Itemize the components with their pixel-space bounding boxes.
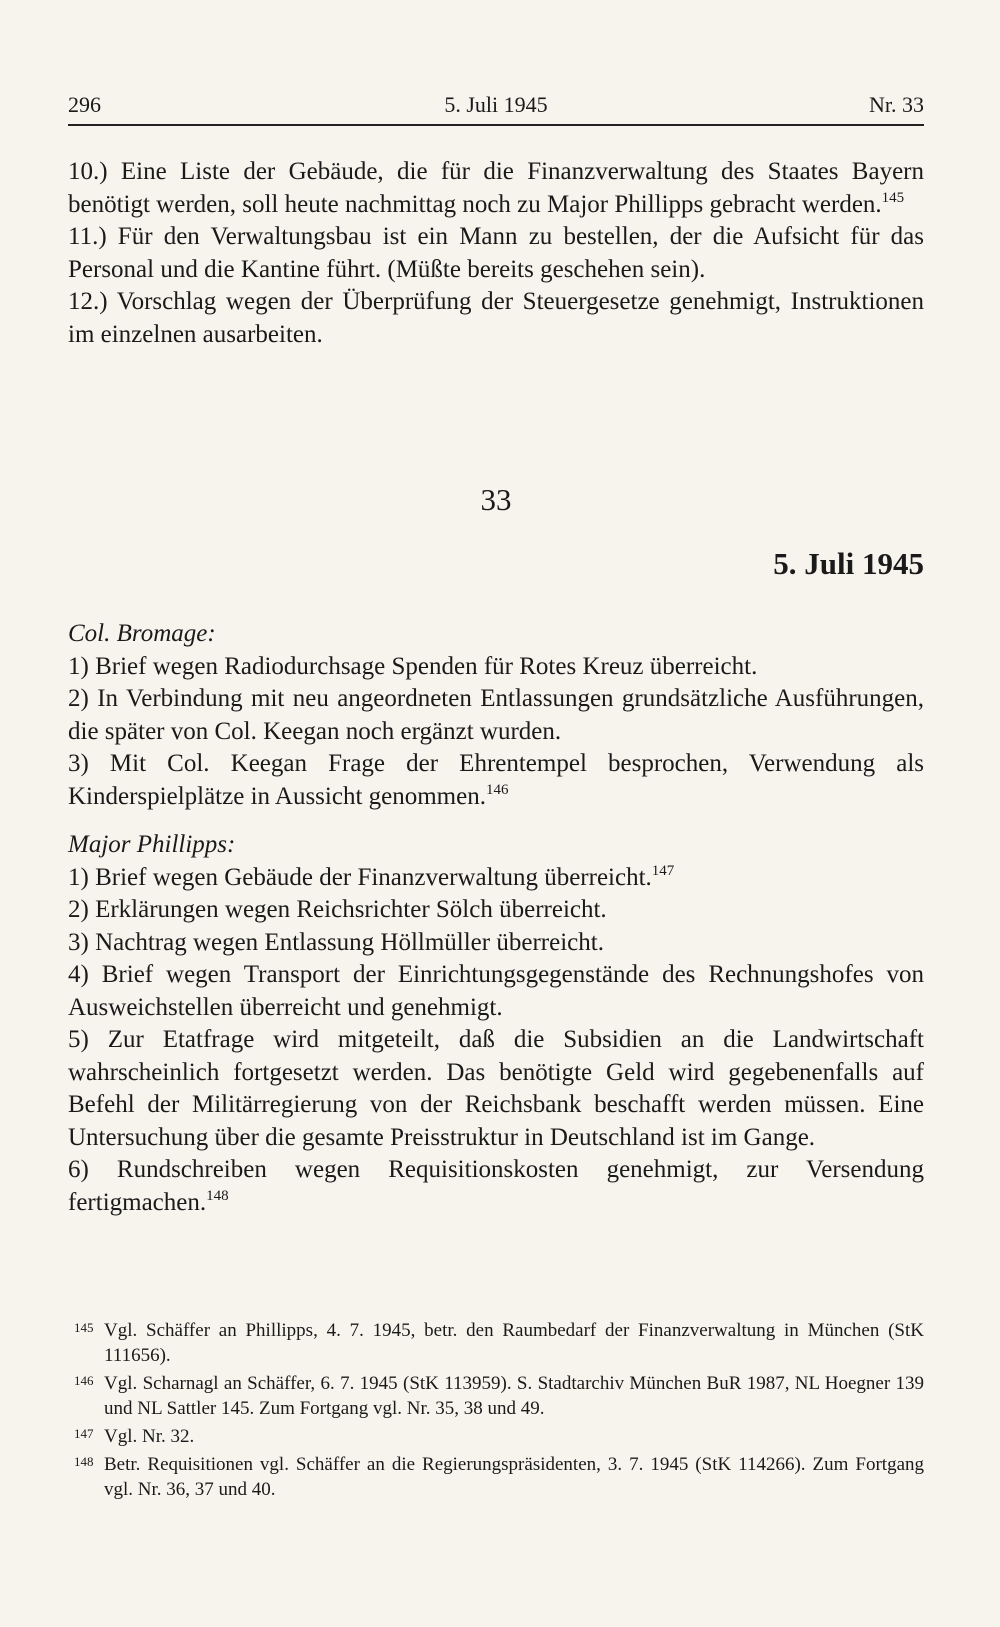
document-page	[68, 0, 924, 1627]
footnote-text: Vgl. Scharnagl an Schäffer, 6. 7. 1945 (StK 113959). S. Stadtarchiv München BuR 1987, NL Hoegner 139 und NL Sattler 145. Zum Fortgang vgl. Nr. 35, 38 und 49.	[104, 1373, 924, 1419]
footnote-ref-145: 145	[881, 189, 905, 206]
header-date: 5. Juli 1945	[444, 92, 548, 117]
item-11: 11.) Für den Verwaltungsbau ist ein Mann zu bestellen, der die Aufsicht für das Personal und die Kantine führt. (Müßte bereits geschehen sein).	[68, 223, 924, 283]
footnote-text: Betr. Requisitionen vgl. Schäffer an die Regierungspräsidenten, 3. 7. 1945 (StK 114266). Zum Fortgang vgl. Nr. 36, 37 und 40.	[104, 1454, 924, 1500]
footnote-146	[68, 1371, 924, 1421]
bromage-item-3	[68, 748, 924, 813]
bromage-item-1: 1) Brief wegen Radiodurchsage Spenden für Rotes Kreuz überreicht.	[68, 652, 758, 680]
continued-items	[68, 156, 924, 351]
footnote-ref-147: 147	[651, 862, 675, 879]
phillipps-item-6-text: 6) Rundschreiben wegen Requisitionskosten genehmigt, zur Versendung fertigmachen.	[68, 1156, 924, 1216]
footnote-text: Vgl. Nr. 32.	[104, 1426, 195, 1447]
phillipps-item-1	[68, 862, 924, 895]
bromage-item-2: 2) In Verbindung mit neu angeordneten Entlassungen grundsätzliche Ausführungen, die später von Col. Keegan noch ergänzt wurden.	[68, 685, 924, 745]
running-header	[68, 88, 924, 126]
phillipps-item-3: 3) Nachtrag wegen Entlassung Höllmüller überreicht.	[68, 928, 604, 956]
page-number: 296	[68, 92, 101, 117]
item-10-text: 10.) Eine Liste der Gebäude, die für die Finanzverwaltung des Staates Bayern benötigt werden, soll heute nachmittag noch zu Major Phillipps gebracht werden.	[68, 158, 924, 218]
speaker-bromage: Col. Bromage:	[68, 620, 216, 647]
footnote-number: 145	[74, 1320, 94, 1335]
footnote-147	[68, 1424, 924, 1449]
item-10	[68, 156, 924, 221]
footnote-number: 148	[74, 1454, 94, 1469]
footnote-number: 146	[74, 1373, 94, 1388]
phillipps-section	[68, 829, 924, 1219]
speaker-phillipps: Major Phillipps:	[68, 831, 236, 858]
phillipps-item-5: 5) Zur Etatfrage wird mitgeteilt, daß die Subsidien an die Landwirtschaft wahrscheinlich fortgesetzt werden. Das benötigte Geld wird gegebenenfalls auf Befehl der Militärregierung von der Reichsbank beschafft werden müssen. Eine Untersuchung über die gesamte Preisstruktur in Deutschland ist im Gange.	[68, 1026, 924, 1151]
footnote-number: 147	[74, 1426, 94, 1441]
phillipps-item-2: 2) Erklärungen wegen Reichsrichter Sölch überreicht.	[68, 896, 607, 923]
document-number: 33	[480, 482, 512, 517]
footnote-text: Vgl. Schäffer an Phillipps, 4. 7. 1945, betr. den Raumbedarf der Finanzverwaltung in München (StK 111656).	[104, 1320, 924, 1366]
header-doc-ref: Nr. 33	[869, 92, 924, 117]
item-12: 12.) Vorschlag wegen der Überprüfung der Steuergesetze genehmigt, Instruktionen im einzelnen ausarbeiten.	[68, 288, 924, 348]
footnote-145	[68, 1318, 924, 1368]
footnote-148	[68, 1452, 924, 1502]
footnotes	[68, 1318, 924, 1505]
document-date: 5. Juli 1945	[773, 546, 924, 581]
footnote-ref-148: 148	[206, 1187, 229, 1204]
bromage-section	[68, 618, 924, 813]
footnote-ref-146: 146	[485, 781, 509, 798]
phillipps-item-1-text: 1) Brief wegen Gebäude der Finanzverwaltung überreicht.	[68, 863, 652, 891]
phillipps-item-6	[68, 1154, 924, 1219]
phillipps-item-4: 4) Brief wegen Transport der Einrichtungsgegenstände des Rechnungshofes von Ausweichstellen überreicht und genehmigt.	[68, 961, 924, 1021]
bromage-item-3-text: 3) Mit Col. Keegan Frage der Ehrentempel besprochen, Verwendung als Kinderspielplätze in Aussicht genommen.	[68, 750, 924, 810]
